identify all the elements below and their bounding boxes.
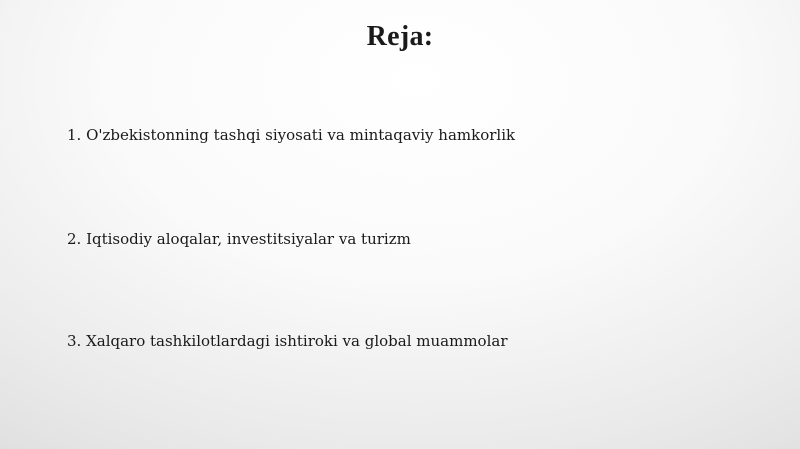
plan-item-1: 1. O'zbekistonning tashqi siyosati va mintaqaviy hamkorlik (67, 126, 516, 144)
plan-item-2: 2. Iqtisodiy aloqalar, investitsiyalar va turizm (67, 230, 411, 248)
plan-item-3: 3. Xalqaro tashkilotlardagi ishtiroki va global muammolar (67, 332, 508, 350)
slide-title: Reja: (366, 21, 434, 52)
